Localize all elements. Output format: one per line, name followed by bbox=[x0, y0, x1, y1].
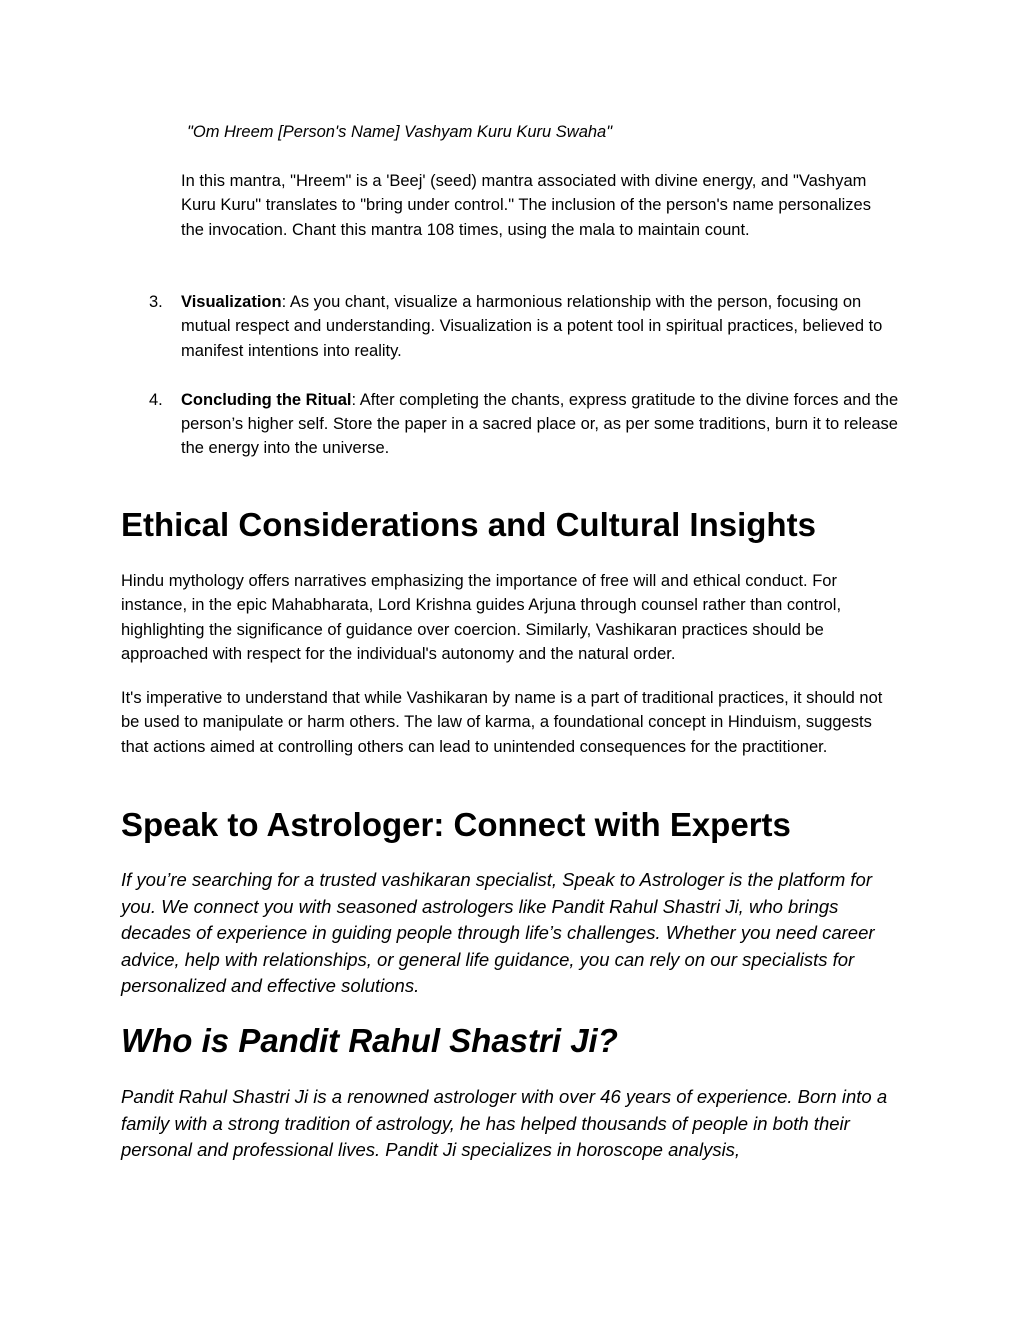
speak-paragraph: If you’re searching for a trusted vashikaran specialist, Speak to Astrologer is the platform for you. We connect you with seasoned astrologers like Pandit Rahul Shastri Ji, who brings decades of experience in guiding people through life’s challenges. Whether you need career advice, help with relationships, or general life guidance, you can rely on our specialists for personalized and effective solutions. bbox=[121, 869, 875, 996]
list-item bbox=[149, 290, 901, 363]
ethics-heading: Ethical Considerations and Cultural Insights bbox=[121, 506, 816, 543]
mantra-text: "Om Hreem [Person's Name] Vashyam Kuru Kuru Swaha" bbox=[187, 123, 613, 141]
ethics-paragraph-1: Hindu mythology offers narratives emphasizing the importance of free will and ethical conduct. For instance, in the epic Mahabharata, Lord Krishna guides Arjuna through counsel rather than control, highlighting the significance of guidance over coercion. Similarly, Vashikaran practices should be approached with respect for the individual's autonomy and the natural order. bbox=[121, 572, 842, 664]
list-item-text: : After completing the chants, express gratitude to the divine forces and the person’s higher self. Store the paper in a sacred place or, as per some traditions, burn it to release the energy into the universe. bbox=[181, 390, 899, 458]
pandit-paragraph: Pandit Rahul Shastri Ji is a renowned astrologer with over 46 years of experience. Born into a family with a strong tradition of astrology, he has helped thousands of people in both their personal and professional lives. Pandit Ji specializes in horoscope analysis, bbox=[121, 1086, 888, 1160]
list-item-title: Visualization bbox=[181, 293, 282, 311]
ethics-paragraph-2: It's imperative to understand that while Vashikaran by name is a part of traditional practices, it should not be used to manipulate or harm others. The law of karma, a foundational concept in Hinduism, suggests that actions aimed at controlling others can lead to unintended consequences for the practitioner. bbox=[121, 689, 883, 756]
ritual-steps-list bbox=[149, 290, 901, 485]
list-item bbox=[149, 388, 901, 461]
mantra-explanation: In this mantra, "Hreem" is a 'Beej' (seed) mantra associated with divine energy, and "Vashyam Kuru Kuru" translates to "bring under control." The inclusion of the person's name personalizes the invocation. Chant this mantra 108 times, using the mala to maintain count. bbox=[181, 172, 871, 239]
pandit-heading: Who is Pandit Rahul Shastri Ji? bbox=[121, 1022, 618, 1059]
list-item-number: 3. bbox=[149, 293, 163, 311]
list-item-text: : As you chant, visualize a harmonious relationship with the person, focusing on mutual respect and understanding. Visualization is a potent tool in spiritual practices, believed to manifest intentions into reality. bbox=[181, 293, 883, 360]
speak-heading: Speak to Astrologer: Connect with Experts bbox=[121, 806, 791, 843]
list-item-number: 4. bbox=[149, 390, 163, 409]
list-item-title: Concluding the Ritual bbox=[181, 390, 352, 409]
